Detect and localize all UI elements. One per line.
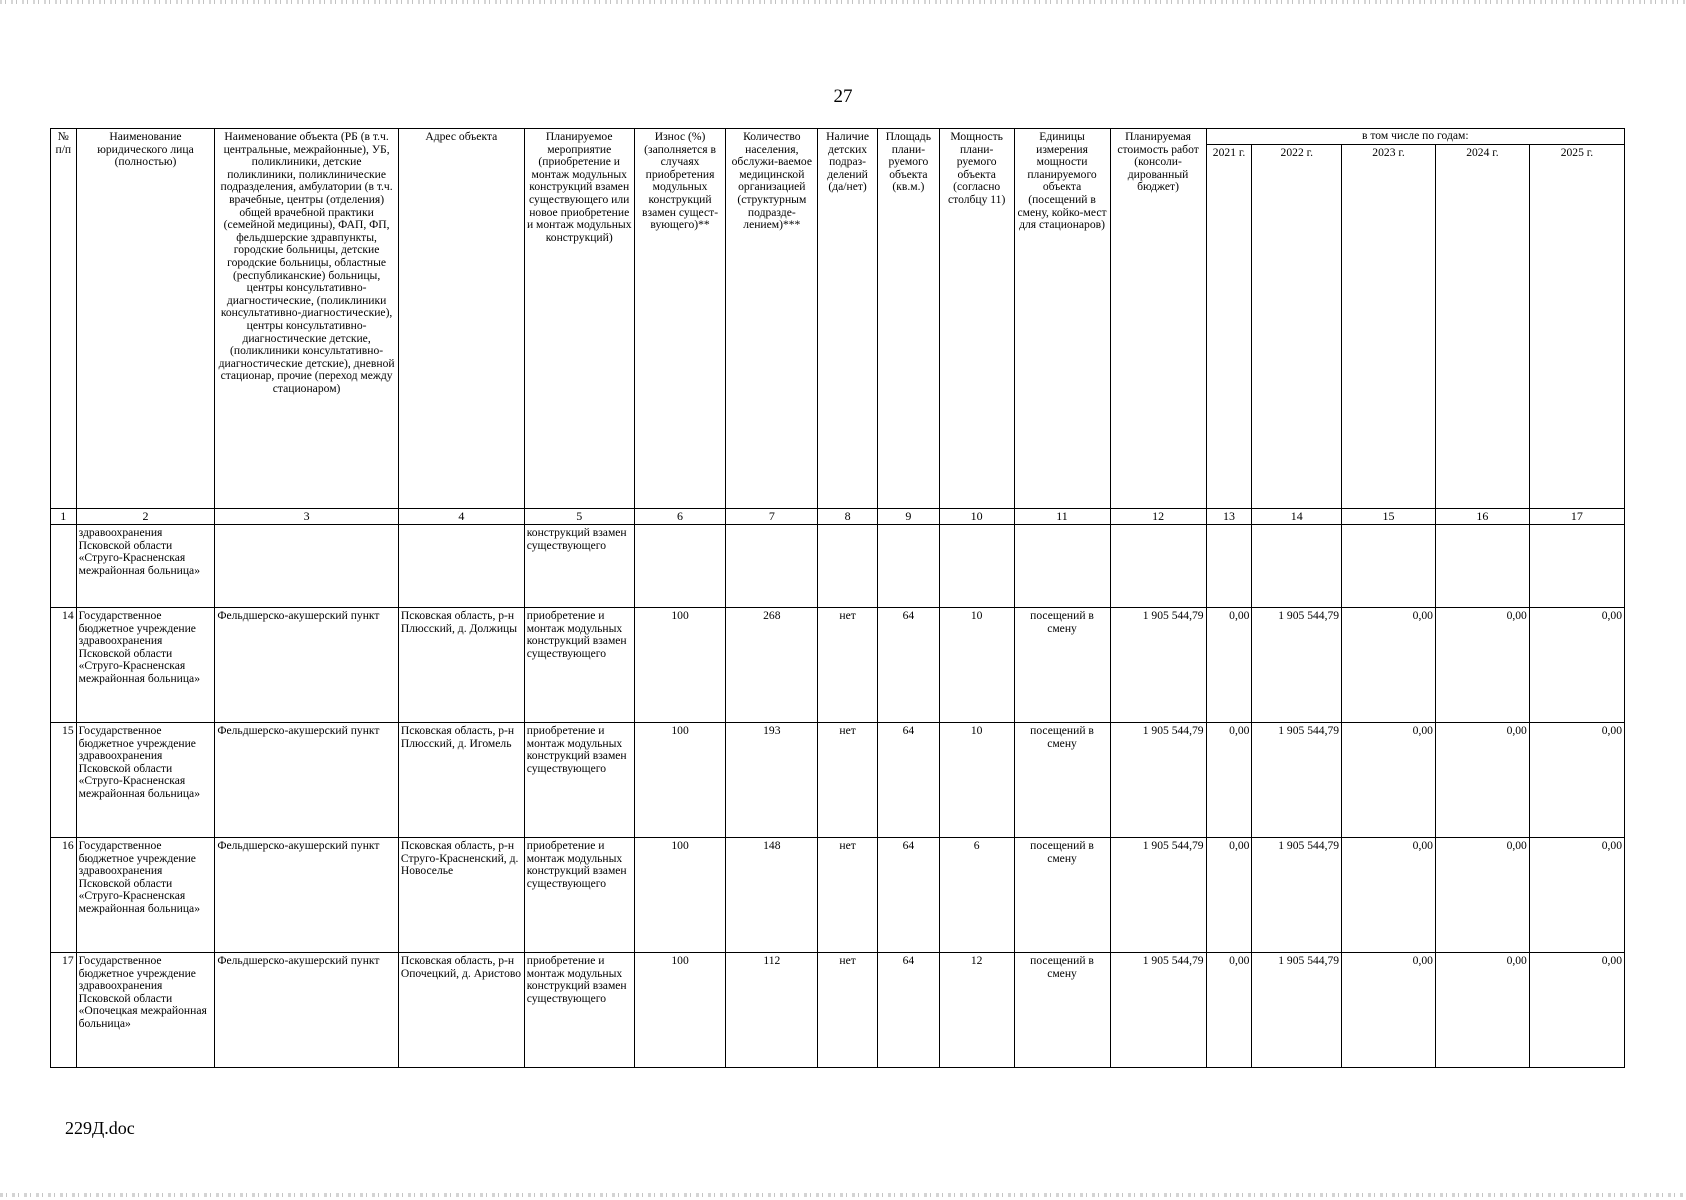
table-body [51, 525, 1625, 1068]
cell-y2022: 1 905 544,79 [1252, 953, 1342, 1068]
cell-measure: приобретение и монтаж модульных конструкций взамен существующего [524, 608, 634, 723]
colnum-7: 7 [726, 509, 818, 525]
hdr-year-2023: 2023 г. [1342, 145, 1436, 509]
cell-measure: конструкций взамен существующего [524, 525, 634, 608]
cell-object [215, 525, 399, 608]
cell-children [818, 525, 878, 608]
cell-measure: приобретение и монтаж модульных конструкций взамен существующего [524, 723, 634, 838]
table-row [51, 608, 1625, 723]
cell-children: нет [818, 838, 878, 953]
cell-address: Псковская область, р-н Плюсский, д. Игомель [398, 723, 524, 838]
hdr-cost: Планируемая стоимость работ (консоли-дированный бюджет) [1110, 129, 1206, 509]
cell-area: 64 [877, 953, 939, 1068]
cell-cost: 1 905 544,79 [1110, 723, 1206, 838]
cell-unit: посещений в смену [1014, 608, 1110, 723]
cell-children: нет [818, 953, 878, 1068]
column-number-row [51, 509, 1625, 525]
cell-wear [634, 525, 726, 608]
colnum-12: 12 [1110, 509, 1206, 525]
colnum-11: 11 [1014, 509, 1110, 525]
cell-y2025: 0,00 [1529, 953, 1624, 1068]
cell-capacity: 10 [939, 608, 1014, 723]
cell-population: 148 [726, 838, 818, 953]
colnum-2: 2 [76, 509, 215, 525]
cell-wear: 100 [634, 608, 726, 723]
cell-num: 17 [51, 953, 77, 1068]
cell-y2025: 0,00 [1529, 838, 1624, 953]
scan-artifact-top [0, 0, 1686, 4]
cell-capacity: 6 [939, 838, 1014, 953]
cell-y2022: 1 905 544,79 [1252, 838, 1342, 953]
hdr-year-2025: 2025 г. [1529, 145, 1624, 509]
colnum-4: 4 [398, 509, 524, 525]
cell-population: 193 [726, 723, 818, 838]
colnum-17: 17 [1529, 509, 1624, 525]
cell-num: 16 [51, 838, 77, 953]
colnum-16: 16 [1435, 509, 1529, 525]
colnum-13: 13 [1206, 509, 1252, 525]
hdr-children: Наличие детских подраз-делений (да/нет) [818, 129, 878, 509]
cell-cost: 1 905 544,79 [1110, 838, 1206, 953]
colnum-9: 9 [877, 509, 939, 525]
hdr-year-2021: 2021 г. [1206, 145, 1252, 509]
hdr-year-2024: 2024 г. [1435, 145, 1529, 509]
cell-object: Фельдшерско-акушерский пункт [215, 608, 399, 723]
cell-area: 64 [877, 838, 939, 953]
cell-org: Государственное бюджетное учреждение здравоохранения Псковской области «Опочецкая межрайонная больница» [76, 953, 215, 1068]
cell-cost: 1 905 544,79 [1110, 608, 1206, 723]
colnum-14: 14 [1252, 509, 1342, 525]
hdr-measure: Планируемое мероприятие (приобретение и монтаж модульных конструкций взамен существующего или новое приобретение и монтаж модульных конструкций) [524, 129, 634, 509]
table-row [51, 723, 1625, 838]
hdr-address: Адрес объекта [398, 129, 524, 509]
cell-object: Фельдшерско-акушерский пункт [215, 838, 399, 953]
colnum-5: 5 [524, 509, 634, 525]
cell-y2021 [1206, 525, 1252, 608]
cell-wear: 100 [634, 953, 726, 1068]
cell-y2025: 0,00 [1529, 723, 1624, 838]
cell-y2023: 0,00 [1342, 838, 1436, 953]
cell-org: Государственное бюджетное учреждение здравоохранения Псковской области «Струго-Красненская межрайонная больница» [76, 608, 215, 723]
page-number: 27 [833, 86, 853, 107]
cell-org: Государственное бюджетное учреждение здравоохранения Псковской области «Струго-Красненская межрайонная больница» [76, 838, 215, 953]
cell-y2022: 1 905 544,79 [1252, 723, 1342, 838]
cell-y2021: 0,00 [1206, 608, 1252, 723]
colnum-8: 8 [818, 509, 878, 525]
cell-num: 14 [51, 608, 77, 723]
facilities-table [50, 128, 1625, 1068]
colnum-15: 15 [1342, 509, 1436, 525]
cell-object: Фельдшерско-акушерский пункт [215, 723, 399, 838]
cell-area [877, 525, 939, 608]
cell-population [726, 525, 818, 608]
hdr-num: № п/п [51, 129, 77, 509]
hdr-area: Площадь плани-руемого объекта (кв.м.) [877, 129, 939, 509]
cell-address: Псковская область, р-н Плюсский, д. Должицы [398, 608, 524, 723]
cell-y2021: 0,00 [1206, 723, 1252, 838]
cell-y2024: 0,00 [1435, 608, 1529, 723]
cell-y2022 [1252, 525, 1342, 608]
cell-wear: 100 [634, 838, 726, 953]
hdr-years-group: в том числе по годам: [1206, 129, 1624, 145]
footer-filename: 229Д.doc [65, 1118, 135, 1138]
cell-cost: 1 905 544,79 [1110, 953, 1206, 1068]
colnum-3: 3 [215, 509, 399, 525]
cell-y2021: 0,00 [1206, 838, 1252, 953]
cell-y2023: 0,00 [1342, 608, 1436, 723]
cell-area: 64 [877, 608, 939, 723]
cell-num [51, 525, 77, 608]
colnum-6: 6 [634, 509, 726, 525]
cell-unit: посещений в смену [1014, 723, 1110, 838]
hdr-unit: Единицы измерения мощности планируемого объекта (посещений в смену, койко-мест для стационаров) [1014, 129, 1110, 509]
hdr-object: Наименование объекта (РБ (в т.ч. центральные, межрайонные), УБ, поликлиники, детские поликлиники, поликлинические подразделения, амбулатории (в т.ч. врачебные, центры (отделения) общей врачебной практики (семейной медицины), ФАП, ФП, фельдшерские здравпункты, городские больницы, детские городские больницы, областные (республиканские) больницы, центры консультативно-диагностические, (поликлиники консультативно-диагностические), центры консультативно-диагностические детские, (поликлиники консультативно-диагностические детские), дневной стационар, прочие (переход между стационаром) [215, 129, 399, 509]
cell-measure: приобретение и монтаж модульных конструкций взамен существующего [524, 838, 634, 953]
cell-object: Фельдшерско-акушерский пункт [215, 953, 399, 1068]
cell-unit [1014, 525, 1110, 608]
scan-artifact-bottom [0, 1193, 1686, 1197]
cell-y2025: 0,00 [1529, 608, 1624, 723]
cell-population: 112 [726, 953, 818, 1068]
table-row [51, 838, 1625, 953]
cell-y2023: 0,00 [1342, 723, 1436, 838]
cell-unit: посещений в смену [1014, 953, 1110, 1068]
cell-y2025 [1529, 525, 1624, 608]
table-container [50, 128, 1625, 1068]
hdr-population: Количество населения, обслужи-ваемое медицинской организацией (структурным подразде-лением)*** [726, 129, 818, 509]
hdr-year-2022: 2022 г. [1252, 145, 1342, 509]
cell-num: 15 [51, 723, 77, 838]
cell-y2024: 0,00 [1435, 953, 1529, 1068]
cell-wear: 100 [634, 723, 726, 838]
cell-y2023: 0,00 [1342, 953, 1436, 1068]
cell-capacity: 10 [939, 723, 1014, 838]
cell-cost [1110, 525, 1206, 608]
cell-y2022: 1 905 544,79 [1252, 608, 1342, 723]
cell-address: Псковская область, р-н Струго-Красненский, д. Новоселье [398, 838, 524, 953]
cell-unit: посещений в смену [1014, 838, 1110, 953]
table-row-continuation [51, 525, 1625, 608]
hdr-org: Наименование юридического лица (полностью) [76, 129, 215, 509]
cell-children: нет [818, 723, 878, 838]
cell-population: 268 [726, 608, 818, 723]
cell-capacity: 12 [939, 953, 1014, 1068]
cell-y2024 [1435, 525, 1529, 608]
cell-org: здравоохранения Псковской области «Струго-Красненская межрайонная больница» [76, 525, 215, 608]
cell-org: Государственное бюджетное учреждение здравоохранения Псковской области «Струго-Красненская межрайонная больница» [76, 723, 215, 838]
cell-measure: приобретение и монтаж модульных конструкций взамен существующего [524, 953, 634, 1068]
hdr-wear: Износ (%) (заполняется в случаях приобретения модульных конструкций взамен сущест-вующего)** [634, 129, 726, 509]
cell-capacity [939, 525, 1014, 608]
cell-address: Псковская область, р-н Опочецкий, д. Аристово [398, 953, 524, 1068]
cell-children: нет [818, 608, 878, 723]
cell-y2024: 0,00 [1435, 838, 1529, 953]
colnum-10: 10 [939, 509, 1014, 525]
cell-address [398, 525, 524, 608]
colnum-1: 1 [51, 509, 77, 525]
hdr-capacity: Мощность плани-руемого объекта (согласно столбцу 11) [939, 129, 1014, 509]
cell-y2024: 0,00 [1435, 723, 1529, 838]
cell-y2023 [1342, 525, 1436, 608]
table-header [51, 129, 1625, 525]
cell-y2021: 0,00 [1206, 953, 1252, 1068]
cell-area: 64 [877, 723, 939, 838]
table-row [51, 953, 1625, 1068]
